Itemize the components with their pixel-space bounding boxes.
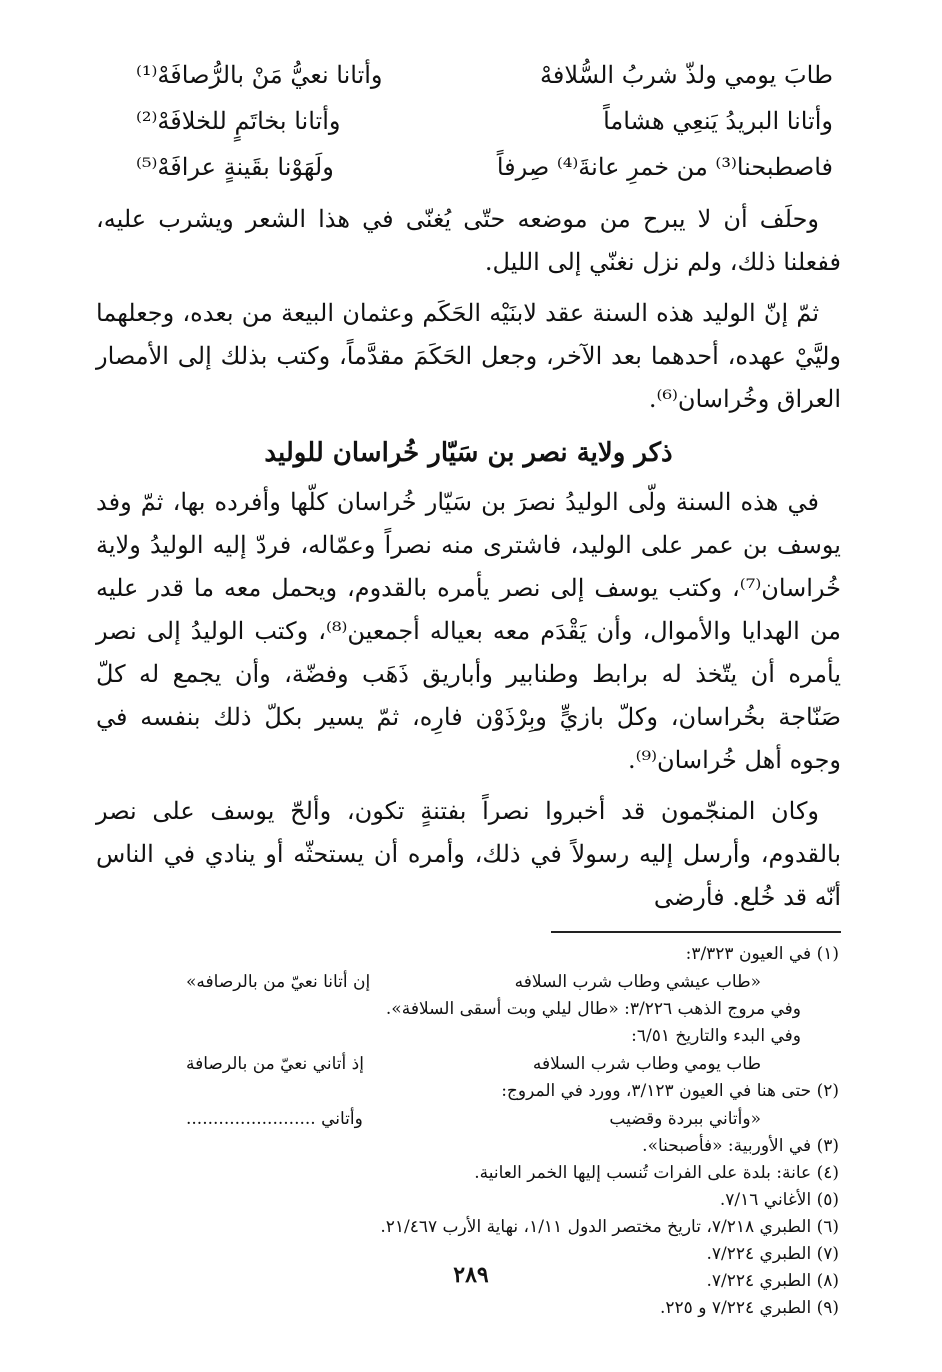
footnote: (١) في العيون ٣/٣٢٣: — [685, 944, 839, 964]
footnote: (٢) حتى هنا في العيون ٣/١٢٣، وورد في المروج: — [501, 1081, 839, 1101]
verse-first-hemistich: طابَ يومي ولذّ شربُ السُّلافهْ — [540, 61, 833, 89]
verse-line — [136, 52, 833, 98]
verse-first-hemistich: «طاب عيشي وطاب شرب السلافه — [514, 972, 761, 992]
verse-second-hemistich: ولَهَوْنا بقَينةٍ عرافَهْ⁽⁵⁾ — [136, 153, 334, 181]
footnote-verse — [186, 1105, 761, 1133]
footnote-verse — [186, 1050, 761, 1078]
footnote-verse — [186, 968, 761, 996]
paragraph: في هذه السنة ولّى الوليدُ نصرَ بن سَيّار خُراسان كلّها وأفرده بها، ثمّ وفد يوسف بن عمر على الوليد، فاشترى منه نصراً وعمّاله، فردّ إليه الوليدُ ولاية خُراسان⁽⁷⁾، وكتب يوسف إلى نصر يأمره بالقدوم، ويحمل معه ما قدر عليه من الهدايا والأموال، وأن يَقْدَم معه بعياله أجمعين⁽⁸⁾، وكتب الوليدُ إلى نصر يأمره أن يتّخذ له برابط وطنابير وأباريق ذَهَب وفضّة، وأن يجمع له كلّ صَنّاجة بخُراسان، وكلّ بازيٍّ وبِرْذَوْن فارِه، ثمّ يسير بكلّ ذلك بنفسه في وجوه أهل خُراسان⁽⁹⁾. — [96, 488, 842, 774]
paragraph: وكان المنجّمون قد أخبروا نصراً بفتنةٍ تكون، وألحّ يوسف على نصر بالقدوم، وأرسل إليه رسولاً في ذلك، وأمره أن يستحثّه أو ينادي في الناس أنّه قد خُلع. فأرضى — [96, 797, 841, 911]
verse-first-hemistich: وأتانا البريدُ يَنعِي هشاماً — [603, 107, 833, 135]
footnote-line: وفي مروج الذهب ٣/٢٢٦: «طال ليلي وبت أسقى السلافة». — [385, 999, 801, 1019]
verse-second-hemistich: إذ أتاني نعيّ من بالرصافة — [186, 1054, 364, 1074]
page-body — [96, 52, 841, 1322]
footnote-line: وفي البدء والتاريخ ٦/٥١: — [631, 1026, 801, 1046]
verse-first-hemistich: «وأتاني ببردة وقضيب — [609, 1109, 761, 1129]
verse-second-hemistich: وأتانا نعيُّ مَنْ بالرُّصافَهْ⁽¹⁾ — [136, 61, 383, 89]
verse-first-hemistich: فاصطبحنا⁽³⁾ من خمرِ عانةَ⁽⁴⁾ صِرفاً — [496, 153, 833, 181]
footnote: (٧) الطبري ٧/٢٢٤. — [706, 1244, 839, 1264]
paragraph: ثمّ إنّ الوليد هذه السنة عقد لابنَيْه الحَكَم وعثمان البيعة من بعده، وجعلهما وليَّيْ عهده، أحدهما بعد الآخر، وجعل الحَكَمَ مقدَّماً، وكتب بذلك إلى الأمصار العراق وخُراسان⁽⁶⁾. — [96, 299, 841, 413]
footnote: (٥) الأغاني ٧/١٦. — [719, 1190, 839, 1210]
footnote: (٣) في الأوربية: «فأصبحنا». — [642, 1136, 839, 1156]
verse-first-hemistich: طاب يومي وطاب شرب السلافه — [532, 1054, 761, 1074]
verse-second-hemistich: وأتاني ........................ — [186, 1109, 363, 1129]
verse-second-hemistich: وأتانا بخاتَمٍ للخلافَهْ⁽²⁾ — [136, 107, 341, 135]
section-heading: ذكر ولاية نصر بن سَيّار خُراسان للوليد — [264, 438, 673, 468]
paragraph: وحلَف أن لا يبرح من موضعه حتّى يُغنّى في هذا الشعر ويشرب عليه، ففعلنا ذلك، ولم نزل نغنّي إلى الليل. — [96, 205, 841, 276]
verse-line — [136, 98, 833, 144]
footnote: (٩) الطبري ٧/٢٢٤ و ٢٢٥. — [660, 1298, 839, 1318]
footnote: (٦) الطبري ٧/٢١٨، تاريخ مختصر الدول ١/١١، نهاية الأرب ٢١/٤٦٧. — [380, 1217, 839, 1237]
verse-second-hemistich: إن أتانا نعيّ من بالرصافه» — [186, 972, 371, 992]
footnote: (٤) عانة: بلدة على الفرات تُنسب إليها الخمر العانية. — [474, 1163, 839, 1183]
footnote: (٨) الطبري ٧/٢٢٤. — [706, 1271, 839, 1291]
verse-line — [136, 144, 833, 190]
footnote-divider — [551, 931, 841, 933]
page-number: ٢٨٩ — [453, 1262, 489, 1288]
